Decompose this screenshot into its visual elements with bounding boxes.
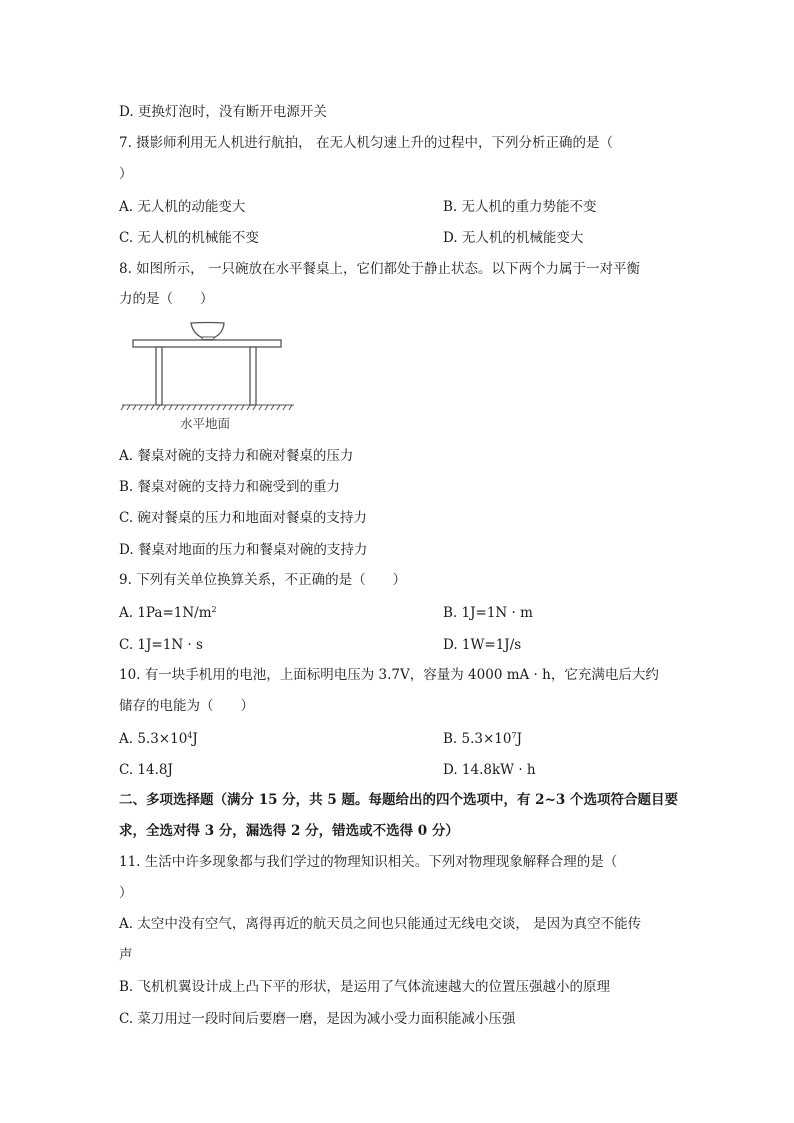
q10-option-c: C. 14.8J	[119, 762, 173, 778]
q10-option-a-exp: 4	[187, 731, 193, 740]
q11-option-a-cont: 声	[119, 947, 133, 963]
q8-option-d: D. 餐桌对地面的压力和餐桌对碗的支持力	[119, 542, 368, 558]
q7-option-d: D. 无人机的机械能变大	[443, 230, 584, 246]
figure-label: 水平地面	[180, 416, 231, 431]
q10-option-b-unit: J	[516, 731, 522, 747]
q11-stem: 11. 生活中许多现象都与我们学过的物理知识相关。下列对物理现象解释合理的是（	[119, 854, 618, 870]
q9-option-a-exp: 2	[211, 605, 217, 614]
q10-stem: 10. 有一块手机用的电池，上面标明电压为 3.7V，容量为 4000 mA · h，它充满电后大约	[119, 667, 659, 683]
bowl	[191, 323, 224, 340]
prev-option-d: D. 更换灯泡时，没有断开电源开关	[119, 104, 327, 120]
q10-option-b-exp: 7	[511, 731, 517, 740]
q8-option-a: A. 餐桌对碗的支持力和碗对餐桌的压力	[119, 448, 354, 464]
table-bowl-figure	[118, 318, 298, 438]
q11-stem-cont: ）	[119, 885, 133, 901]
q7-option-c: C. 无人机的机械能不变	[119, 230, 259, 246]
section2-title-cont: 求，全选对得 3 分，漏选得 2 分，错选或不选得 0 分）	[119, 823, 459, 839]
q11-option-b: B. 飞机机翼设计成上凸下平的形状，是运用了气体流速越大的位置压强越小的原理	[119, 979, 611, 995]
q10-stem-cont: 储存的电能为（ ）	[119, 698, 254, 714]
q10-option-b-base: B. 5.3×10	[443, 731, 512, 747]
q8-option-b: B. 餐桌对碗的支持力和碗受到的重力	[119, 479, 341, 495]
q9-option-b: B. 1J=1N · m	[443, 605, 533, 621]
q8-stem: 8. 如图所示， 一只碗放在水平餐桌上，它们都处于静止状态。以下两个力属于一对平衡	[119, 261, 640, 277]
q7-stem-cont: ）	[119, 166, 133, 182]
table-leg-left	[156, 347, 162, 405]
q10-option-a	[119, 730, 198, 748]
ground-hatching	[121, 405, 294, 410]
q10-option-d: D. 14.8kW · h	[443, 762, 536, 778]
q9-option-c: C. 1J=1N · s	[119, 637, 203, 653]
tabletop	[133, 340, 281, 347]
q9-stem: 9. 下列有关单位换算关系，不正确的是（ ）	[119, 572, 407, 588]
q7-option-a: A. 无人机的动能变大	[119, 199, 246, 215]
q8-stem-cont: 力的是（ ）	[119, 291, 214, 307]
q7-option-b: B. 无人机的重力势能不变	[443, 199, 597, 215]
q10-option-b	[443, 730, 522, 748]
q10-option-a-base: A. 5.3×10	[119, 731, 188, 747]
q11-option-a: A. 太空中没有空气，离得再近的航天员之间也只能通过无线电交谈， 是因为真空不能传	[119, 916, 642, 932]
q7-stem: 7. 摄影师利用无人机进行航拍， 在无人机匀速上升的过程中，下列分析正确的是（	[119, 135, 613, 151]
q8-option-c: C. 碗对餐桌的压力和地面对餐桌的支持力	[119, 510, 367, 526]
section2-title: 二、多项选择题（满分 15 分，共 5 题。每题给出的四个选项中，有 2~3 个选项符合题目要	[119, 792, 678, 808]
q11-option-c: C. 菜刀用过一段时间后要磨一磨，是因为减小受力面积能减小压强	[119, 1011, 516, 1027]
q10-option-a-unit: J	[192, 731, 198, 747]
q9-option-d: D. 1W=1J/s	[443, 637, 522, 653]
table-leg-right	[250, 347, 256, 405]
q9-option-a	[119, 604, 217, 622]
q9-option-a-base: A. 1Pa=1N/m	[119, 605, 212, 621]
